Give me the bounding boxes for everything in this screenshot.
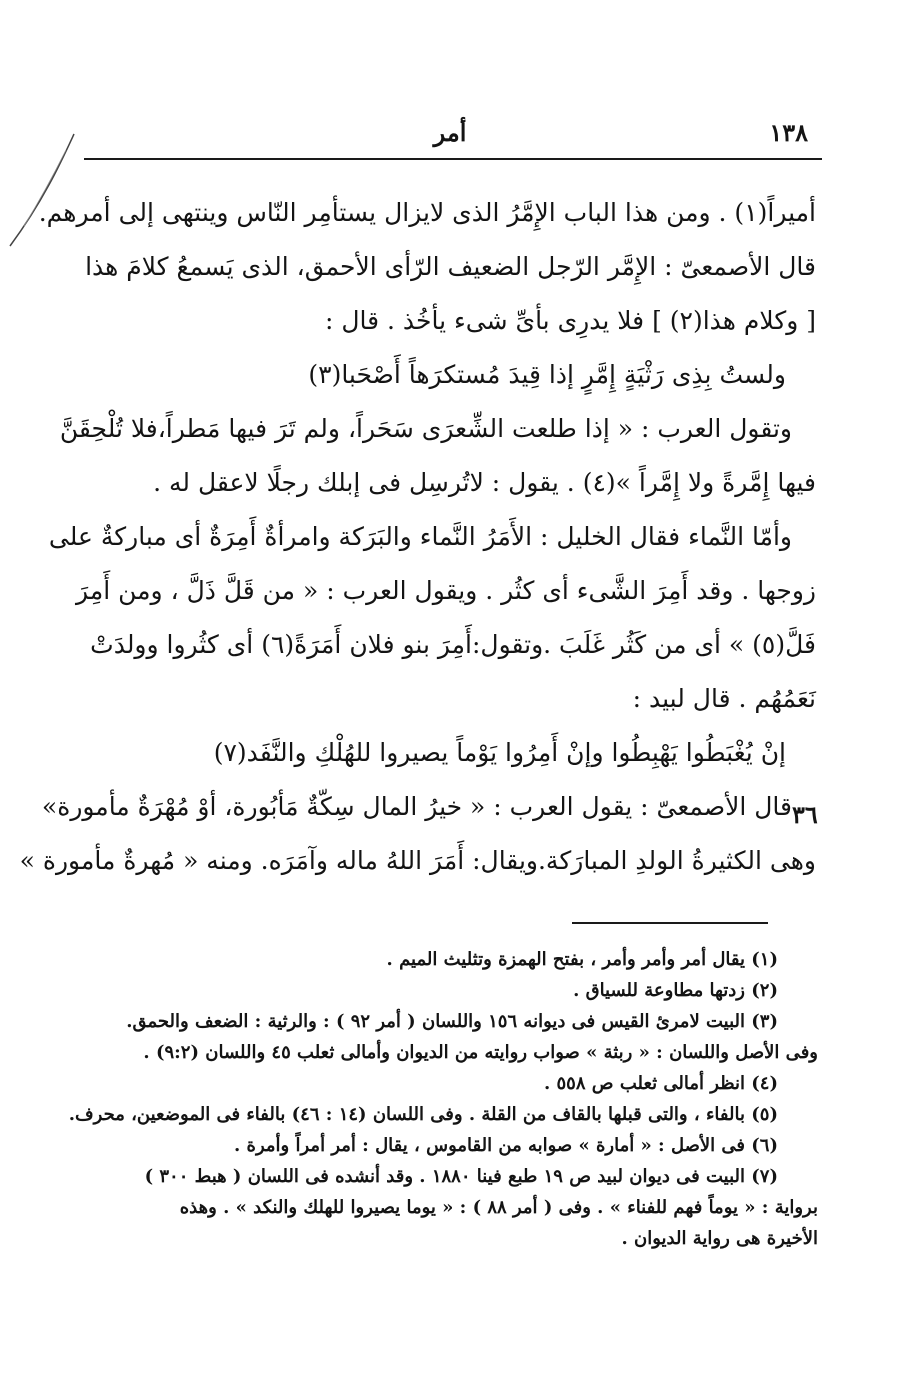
verse-line: إنْ يُغْبَطُوا يَهْبِطُوا وإنْ أَمِرُوا يَوْماً يصيروا للهُلْكِ والنَّفَد(٧)	[213, 738, 786, 767]
running-head	[80, 112, 820, 152]
text-line: زوجها . وقد أَمِرَ الشَّىء أى كثُر . ويقول العرب : « من قَلَّ ذَلَّ ، ومن أَمِرَ	[76, 576, 816, 605]
main-text	[19, 186, 816, 888]
footnote-line: (٤) انظر أمالى ثعلب ص ٥٥٨ .	[543, 1073, 778, 1094]
text-line: قال الأصمعىّ : الإِمَّر الرّجل الضعيف الرّأى الأحمق، الذى يَسمعُ كلامَ هذا	[85, 252, 816, 281]
verse-line: ولستُ بِذِى رَثْيَةٍ إِمَّرٍ إذا قِيدَ مُستكرَهاً أَصْحَبا(٣)	[308, 360, 786, 389]
footnote-line: برواية : « يوماً فهم للفناء » . وفى ( أمر ٨٨ ) : « يوما يصيروا للهلك والنكد » . وهذه	[179, 1197, 818, 1218]
text-line: وهى الكثيرةُ الولدِ المبارَكة.ويقال: أَمَرَ اللهُ ماله وآمَرَه. ومنه « مُهرةٌ مأمورة »	[19, 846, 816, 875]
footnote-line: (٦) فى الأصل : « أمارة » صوابه من القاموس ، يقال : أمر أمراً وأمرة .	[234, 1135, 778, 1156]
footnote-rule	[572, 922, 768, 924]
footnote-line: (٥) بالفاء ، والتى قبلها بالقاف من القلة . وفى اللسان (١٤ : ٤٦) بالفاء فى الموضعين، محرف.	[68, 1104, 778, 1125]
text-line: نَعَمُهُم . قال لبيد :	[632, 684, 816, 713]
footnote-line: (٧) البيت فى ديوان لبيد ص ١٩ طبع فينا ١٨٨٠ . وقد أنشده فى اللسان ( هبط ٣٠٠ )	[144, 1166, 778, 1187]
footnote-line: الأخيرة هى رواية الديوان .	[621, 1228, 818, 1249]
text-line: أميراً(١) . ومن هذا الباب الإِمَّرُ الذى لايزال يستأمِر النّاس وينتهى إلى أمرهم.	[38, 198, 816, 227]
footnote-line: وفى الأصل واللسان : « ربثة » صواب روايته من الديوان وأمالى ثعلب ٤٥ واللسان (٩:٢) .	[143, 1042, 818, 1063]
running-headword: أمر	[433, 118, 467, 147]
text-line: وأمّا النَّماء فقال الخليل : الأَمَرُ النَّماء والبَرَكة وامرأةٌ أَمِرَةٌ أى مباركةٌ على	[48, 522, 792, 551]
footnote-line: (٢) زدتها مطاوعة للسياق .	[573, 980, 778, 1001]
footnote-line: (١) يقال أمر وأمر وأمر ، بفتح الهمزة وتثليث الميم .	[386, 949, 778, 970]
footnote-line: (٣) البيت لامرئ القيس فى ديوانه ١٥٦ واللسان ( أمر ٩٢ ) : والرثية : الضعف والحمق.	[126, 1011, 778, 1032]
text-line: فيها إِمَّرةً ولا إِمَّراً »(٤) . يقول : لاتُرسِل فى إبلك رجلًا لاعقل له .	[153, 468, 816, 497]
text-line: [ وكلام هذا(٢) ] فلا يدرِى بأىِّ شىء يأخُذ . قال :	[324, 306, 816, 335]
text-line: فَلَّ(٥) » أى من كَثُر غَلَبَ .وتقول:أَمِرَ بنو فلان أَمَرَةً(٦) أى كثُروا وولدَتْ	[90, 630, 816, 659]
section-number: ٣٦	[792, 800, 818, 829]
text-line: قال الأصمعىّ : يقول العرب : « خيرُ المال سِكّةٌ مَأبُورة، أوْ مُهْرَةٌ مأمورة»	[41, 792, 792, 821]
text-line: وتقول العرب : « إذا طلعت الشِّعرَى سَحَراً، ولم تَرَ فيها مَطراً،فلا تُلْحِقَنَّ	[59, 414, 792, 443]
page-number: ١٣٨	[769, 118, 808, 147]
header-rule	[84, 158, 822, 160]
footnotes	[68, 944, 818, 1254]
